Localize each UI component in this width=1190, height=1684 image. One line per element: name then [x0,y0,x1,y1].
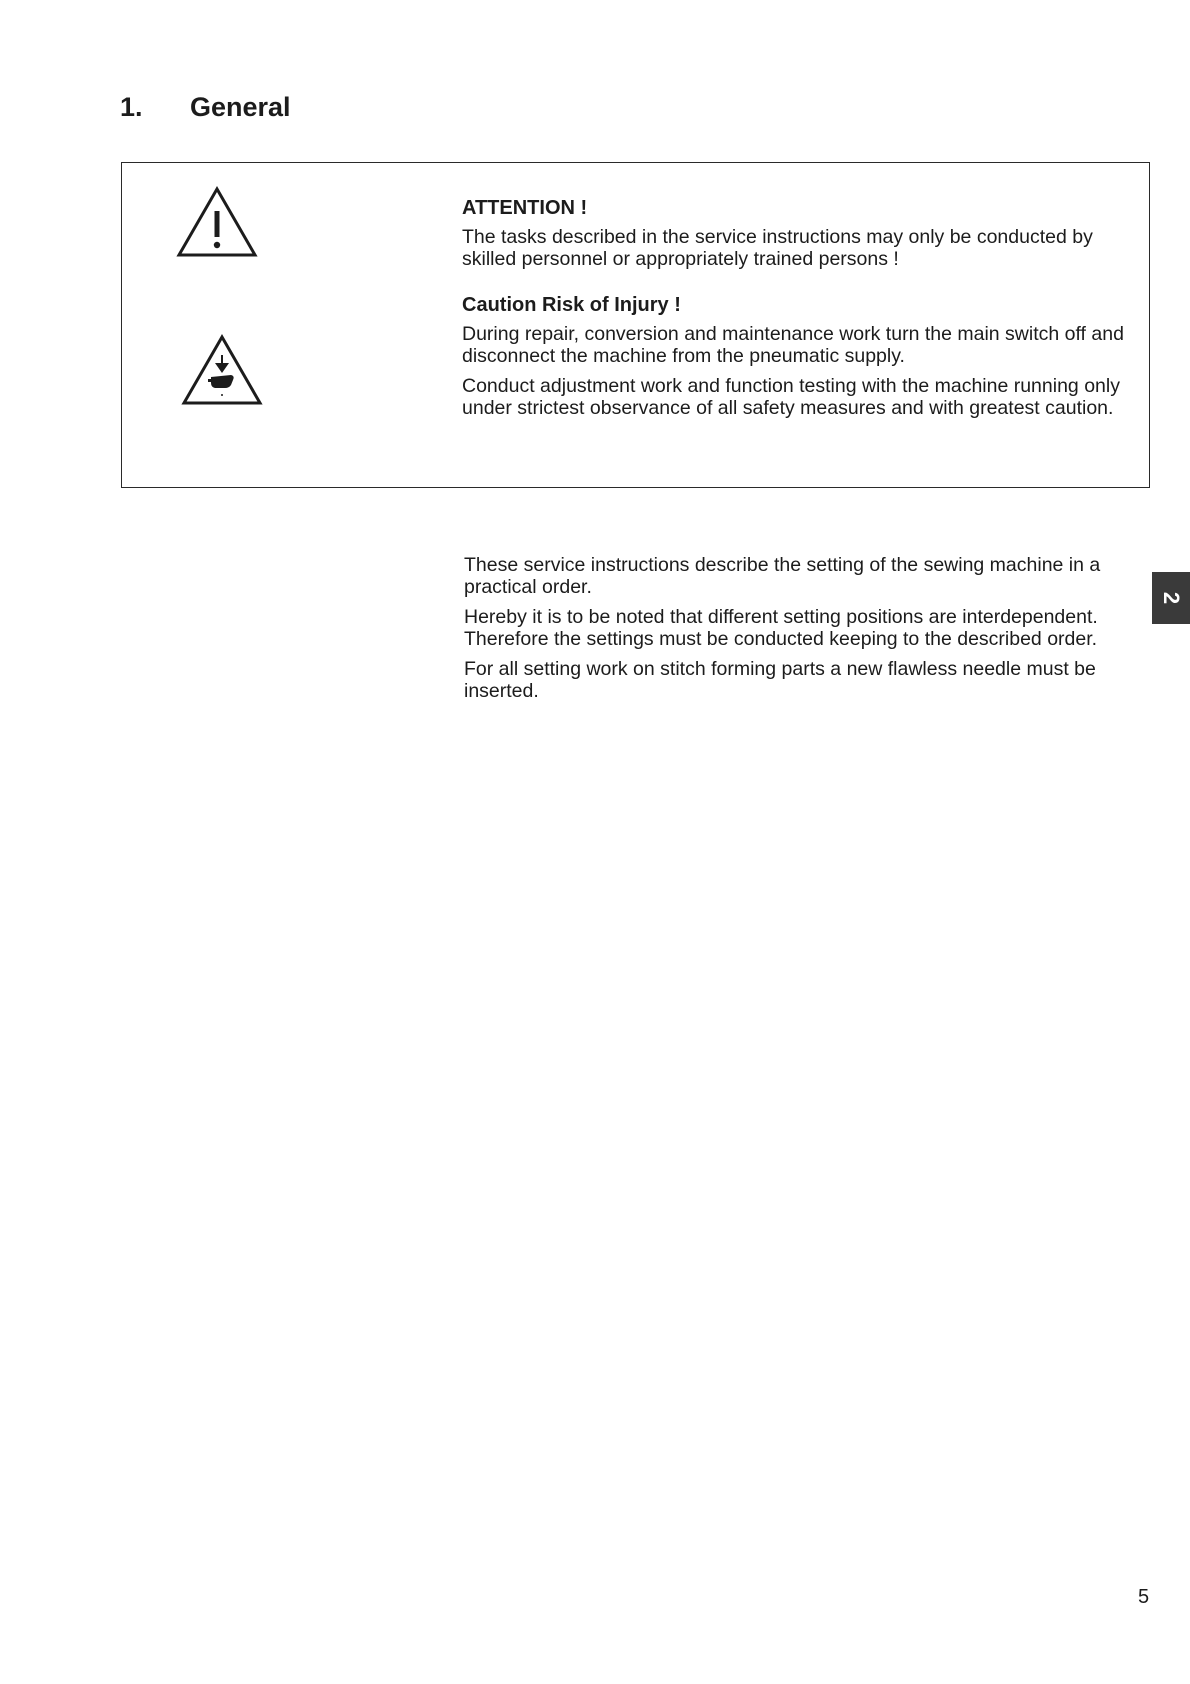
page-number: 5 [1138,1586,1150,1608]
intro-paragraph: Hereby it is to be noted that different setting positions are interdependent. Therefore the settings must be conducted keeping to the described order. [464,606,1098,650]
chapter-tab-label: 2 [1159,591,1184,605]
section-title: General [190,92,291,122]
hand-injury-warning-icon [181,333,263,407]
safety-warning-box [121,162,1150,488]
caution-text-1: During repair, conversion and maintenance work turn the main switch off and disconnect the machine from the pneumatic supply. [462,323,1124,367]
caution-text-2: Conduct adjustment work and function testing with the machine running only under strictest observance of all safety measures and with greatest caution. [462,375,1120,419]
caution-block [462,294,1135,419]
warning-content [462,197,1135,427]
attention-text: The tasks described in the service instructions may only be conducted by skilled personnel or appropriately trained persons ! [462,226,1093,270]
chapter-tab [1152,572,1190,624]
section-number: 1. [120,92,143,122]
caution-title: Caution Risk of Injury ! [462,294,681,316]
attention-block [462,197,1135,270]
section-heading [120,92,291,123]
intro-paragraph: These service instructions describe the setting of the sewing machine in a practical order. [464,554,1101,598]
attention-title: ATTENTION ! [462,197,588,219]
warning-triangle-icon [176,185,258,259]
intro-paragraph: For all setting work on stitch forming parts a new flawless needle must be inserted. [464,658,1096,702]
intro-text [464,554,1144,710]
